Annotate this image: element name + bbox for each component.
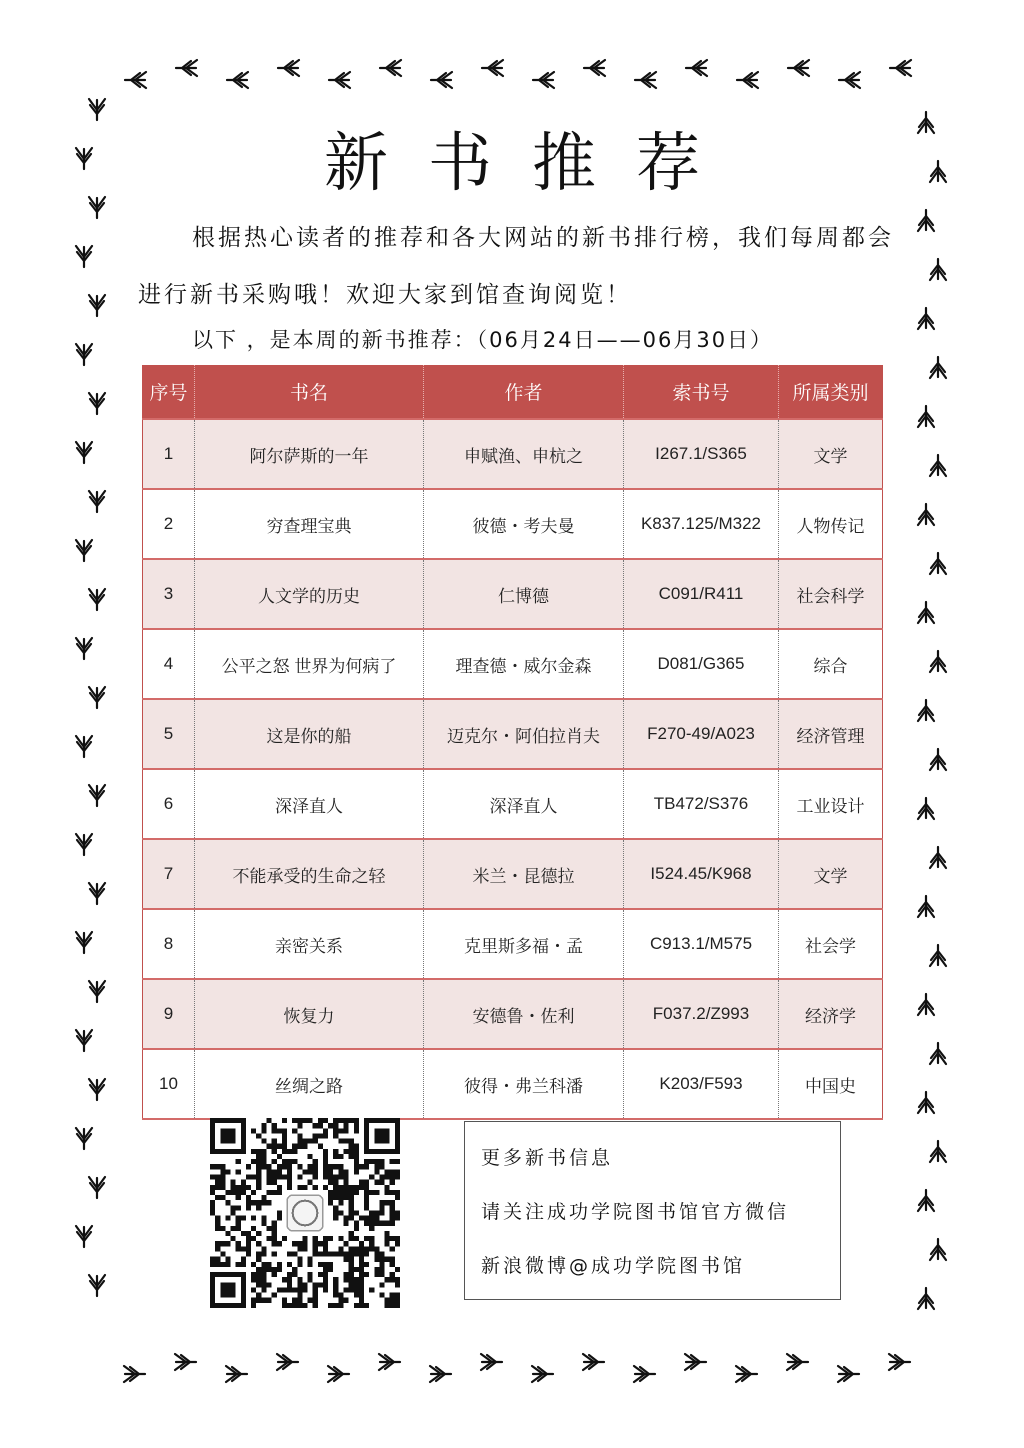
cell-category: 中国史 bbox=[779, 1049, 883, 1119]
footprint-mark bbox=[124, 1366, 145, 1382]
book-table bbox=[142, 365, 883, 1120]
footprint-mark bbox=[76, 1226, 92, 1247]
footprint-mark bbox=[583, 1354, 604, 1370]
footprint-mark bbox=[930, 651, 946, 672]
footprint-mark bbox=[227, 72, 248, 88]
footprint-mark bbox=[328, 1366, 349, 1382]
cell-title: 恢复力 bbox=[195, 979, 424, 1049]
footprint-mark bbox=[930, 1043, 946, 1064]
cell-title: 阿尔萨斯的一年 bbox=[195, 419, 424, 489]
footprint-mark bbox=[918, 994, 934, 1015]
cell-call-number: C913.1/M575 bbox=[624, 909, 779, 979]
cell-category: 文学 bbox=[779, 419, 883, 489]
cell-call-number: D081/G365 bbox=[624, 629, 779, 699]
footprint-mark bbox=[89, 981, 105, 1002]
cell-author: 安德鲁・佐利 bbox=[424, 979, 624, 1049]
cell-category: 经济学 bbox=[779, 979, 883, 1049]
cell-call-number: K203/F593 bbox=[624, 1049, 779, 1119]
cell-index: 4 bbox=[143, 629, 195, 699]
header-title: 书名 bbox=[195, 365, 424, 419]
footprint-mark bbox=[686, 60, 707, 76]
cell-call-number: K837.125/M322 bbox=[624, 489, 779, 559]
table-row bbox=[143, 769, 883, 839]
footprint-mark bbox=[89, 883, 105, 904]
footprint-mark bbox=[634, 1366, 655, 1382]
cell-category: 人物传记 bbox=[779, 489, 883, 559]
footprint-mark bbox=[125, 72, 146, 88]
footprint-mark bbox=[635, 72, 656, 88]
cell-title: 丝绸之路 bbox=[195, 1049, 424, 1119]
footprint-mark bbox=[89, 491, 105, 512]
info-line-wechat: 请关注成功学院图书馆官方微信 bbox=[481, 1201, 790, 1223]
footprint-mark bbox=[89, 1079, 105, 1100]
footprint-mark bbox=[930, 1141, 946, 1162]
footprint-mark bbox=[584, 60, 605, 76]
info-box bbox=[464, 1121, 841, 1300]
cell-index: 5 bbox=[143, 699, 195, 769]
page-title: 新书推荐 bbox=[324, 127, 740, 201]
header-author: 作者 bbox=[424, 365, 624, 419]
table-row bbox=[143, 559, 883, 629]
footprint-mark bbox=[918, 504, 934, 525]
table-row bbox=[143, 419, 883, 489]
footprint-mark bbox=[930, 1239, 946, 1260]
cell-title: 人文学的历史 bbox=[195, 559, 424, 629]
period-text: 以下 ，是本周的新书推荐：（06月24日——06月30日） bbox=[192, 328, 774, 352]
footprint-mark bbox=[737, 72, 758, 88]
cell-category: 经济管理 bbox=[779, 699, 883, 769]
cell-index: 2 bbox=[143, 489, 195, 559]
cell-author: 深泽直人 bbox=[424, 769, 624, 839]
cell-call-number: F037.2/Z993 bbox=[624, 979, 779, 1049]
cell-category: 社会学 bbox=[779, 909, 883, 979]
footprint-mark bbox=[76, 442, 92, 463]
footprint-mark bbox=[329, 72, 350, 88]
cell-index: 9 bbox=[143, 979, 195, 1049]
footprint-mark bbox=[89, 1275, 105, 1296]
footprint-mark bbox=[76, 638, 92, 659]
footprint-mark bbox=[918, 896, 934, 917]
footprint-mark bbox=[918, 602, 934, 623]
cell-call-number: C091/R411 bbox=[624, 559, 779, 629]
footprint-mark bbox=[176, 60, 197, 76]
footprint-mark bbox=[89, 687, 105, 708]
cell-author: 仁博德 bbox=[424, 559, 624, 629]
footprint-mark bbox=[918, 308, 934, 329]
footprint-mark bbox=[838, 1366, 859, 1382]
footprint-mark bbox=[482, 60, 503, 76]
footprint-mark bbox=[930, 455, 946, 476]
table-row bbox=[143, 1049, 883, 1119]
footprint-mark bbox=[930, 847, 946, 868]
footprint-mark bbox=[379, 1354, 400, 1370]
info-line-weibo: 新浪微博@成功学院图书馆 bbox=[481, 1255, 746, 1277]
footprint-mark bbox=[76, 736, 92, 757]
footprint-mark bbox=[76, 1030, 92, 1051]
cell-author: 理查德・威尔金森 bbox=[424, 629, 624, 699]
footprint-mark bbox=[930, 945, 946, 966]
cell-index: 6 bbox=[143, 769, 195, 839]
cell-author: 彼得・弗兰科潘 bbox=[424, 1049, 624, 1119]
footprint-mark bbox=[930, 749, 946, 770]
cell-author: 申赋渔、申杭之 bbox=[424, 419, 624, 489]
cell-index: 3 bbox=[143, 559, 195, 629]
footprint-mark bbox=[89, 393, 105, 414]
cell-author: 克里斯多福・孟 bbox=[424, 909, 624, 979]
cell-title: 不能承受的生命之轻 bbox=[195, 839, 424, 909]
cell-call-number: I267.1/S365 bbox=[624, 419, 779, 489]
footprint-mark bbox=[89, 785, 105, 806]
cell-category: 综合 bbox=[779, 629, 883, 699]
footprint-mark bbox=[76, 1128, 92, 1149]
footprint-mark bbox=[76, 540, 92, 561]
footprint-mark bbox=[533, 72, 554, 88]
footprint-mark bbox=[736, 1366, 757, 1382]
cell-author: 米兰・昆德拉 bbox=[424, 839, 624, 909]
cell-call-number: F270-49/A023 bbox=[624, 699, 779, 769]
table-row bbox=[143, 489, 883, 559]
cell-author: 迈克尔・阿伯拉肖夫 bbox=[424, 699, 624, 769]
footprint-mark bbox=[89, 295, 105, 316]
footprint-mark bbox=[430, 1366, 451, 1382]
footprint-mark bbox=[889, 1354, 910, 1370]
footprint-mark bbox=[175, 1354, 196, 1370]
footprint-mark bbox=[89, 589, 105, 610]
cell-index: 10 bbox=[143, 1049, 195, 1119]
table-row bbox=[143, 979, 883, 1049]
footprint-mark bbox=[930, 357, 946, 378]
cell-title: 公平之怒 世界为何病了 bbox=[195, 629, 424, 699]
header-call-number: 索书号 bbox=[624, 365, 779, 419]
table-row bbox=[143, 699, 883, 769]
footprint-mark bbox=[431, 72, 452, 88]
footprint-mark bbox=[890, 60, 911, 76]
header-category: 所属类别 bbox=[779, 365, 883, 419]
cell-call-number: I524.45/K968 bbox=[624, 839, 779, 909]
table-row bbox=[143, 629, 883, 699]
cell-call-number: TB472/S376 bbox=[624, 769, 779, 839]
footprint-mark bbox=[277, 1354, 298, 1370]
footprint-mark bbox=[89, 1177, 105, 1198]
cell-title: 亲密关系 bbox=[195, 909, 424, 979]
footprint-mark bbox=[839, 72, 860, 88]
footprint-mark bbox=[918, 210, 934, 231]
footprint-mark bbox=[930, 553, 946, 574]
cell-category: 工业设计 bbox=[779, 769, 883, 839]
footprint-mark bbox=[481, 1354, 502, 1370]
info-line-more-books: 更多新书信息 bbox=[481, 1147, 614, 1169]
cell-title: 穷查理宝典 bbox=[195, 489, 424, 559]
footprint-mark bbox=[918, 1092, 934, 1113]
footprint-mark bbox=[278, 60, 299, 76]
header-index: 序号 bbox=[143, 365, 195, 419]
table-header-row bbox=[143, 365, 883, 419]
footprint-mark bbox=[918, 700, 934, 721]
cell-title: 这是你的船 bbox=[195, 699, 424, 769]
cell-index: 7 bbox=[143, 839, 195, 909]
cell-category: 社会科学 bbox=[779, 559, 883, 629]
footprint-mark bbox=[787, 1354, 808, 1370]
footprint-mark bbox=[76, 834, 92, 855]
footprint-mark bbox=[685, 1354, 706, 1370]
footprint-mark bbox=[918, 1190, 934, 1211]
table-row bbox=[143, 909, 883, 979]
footprint-mark bbox=[918, 798, 934, 819]
footprint-mark bbox=[930, 259, 946, 280]
wechat-qr-code-icon bbox=[210, 1118, 400, 1308]
footprint-mark bbox=[918, 406, 934, 427]
intro-paragraph: 根据热心读者的推荐和各大网站的新书排行榜，我们每周都会进行新书采购哦！欢迎大家到馆查询阅览！ bbox=[138, 225, 894, 308]
footprint-mark bbox=[380, 60, 401, 76]
cell-index: 1 bbox=[143, 419, 195, 489]
cell-index: 8 bbox=[143, 909, 195, 979]
footprint-mark bbox=[76, 246, 92, 267]
cell-author: 彼德・考夫曼 bbox=[424, 489, 624, 559]
footprint-mark bbox=[918, 1288, 934, 1309]
footprint-mark bbox=[76, 932, 92, 953]
cell-title: 深泽直人 bbox=[195, 769, 424, 839]
footprint-mark bbox=[226, 1366, 247, 1382]
cell-category: 文学 bbox=[779, 839, 883, 909]
table-row bbox=[143, 839, 883, 909]
footprint-mark bbox=[788, 60, 809, 76]
footprint-mark bbox=[532, 1366, 553, 1382]
footprint-mark bbox=[76, 344, 92, 365]
